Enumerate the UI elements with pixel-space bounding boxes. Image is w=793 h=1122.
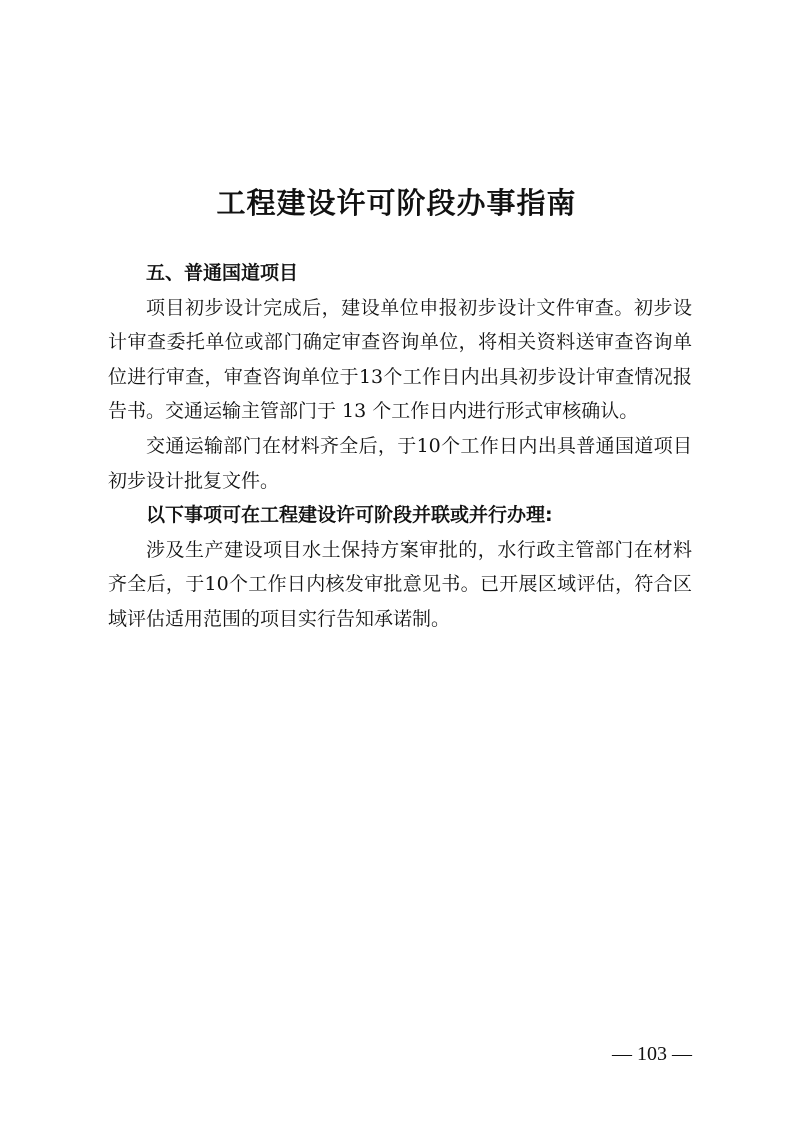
section-heading-parallel-matters: 以下事项可在工程建设许可阶段并联或并行办理: <box>146 504 553 527</box>
section-heading-national-road: 五、普通国道项目 <box>146 262 299 284</box>
paragraph-soil-water-conservation: 涉及生产建设项目水土保持方案审批的，水行政主管部门在材料齐全后，于10个工作日内核发审批意见书。已开展区域评估，符合区域评估适用范围的项目实行告知承诺制。 <box>108 538 692 630</box>
paragraph-approval-document: 交通运输部门在材料齐全后，于10个工作日内出具普通国道项目初步设计批复文件。 <box>108 434 692 492</box>
document-title: 工程建设许可阶段办事指南 <box>216 186 577 220</box>
page-number: — 103 — <box>612 1043 692 1065</box>
document-body <box>108 256 692 637</box>
paragraph-preliminary-design-review: 项目初步设计完成后，建设单位申报初步设计文件审查。初步设计审查委托单位或部门确定审查咨询单位，将相关资料送审查咨询单位进行审查，审查咨询单位于13个工作日内出具初步设计审查情况报告书。交通运输主管部门于 13 个工作日内进行形式审核确认。 <box>108 296 692 423</box>
